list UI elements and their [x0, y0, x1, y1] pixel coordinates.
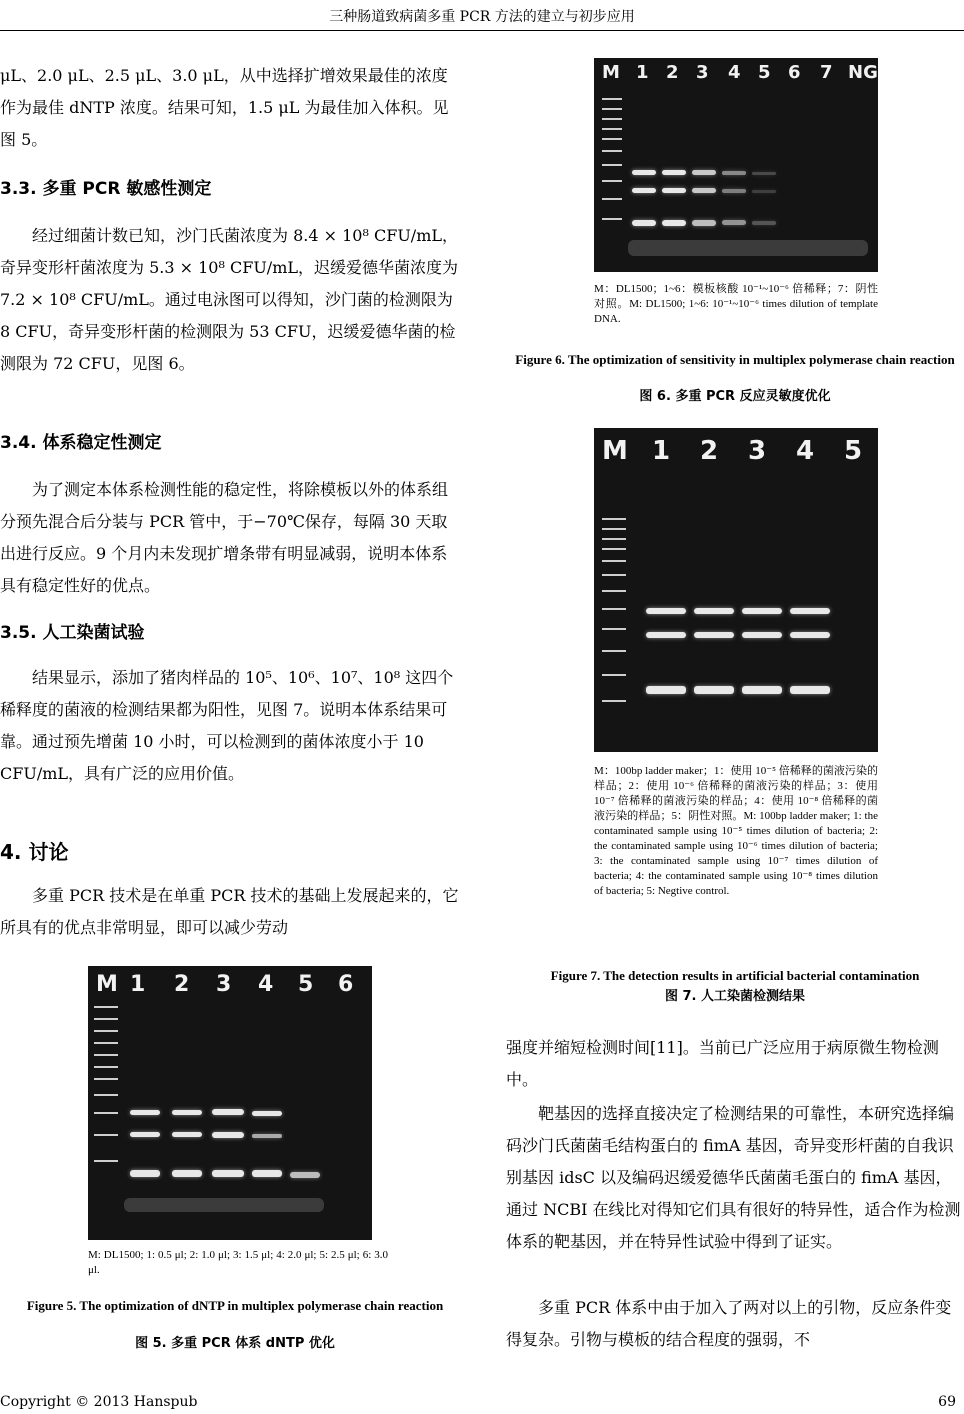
figure-7-caption-en: Figure 7. The detection results in artificial bacterial contamination: [550, 968, 920, 983]
gel-band: [790, 632, 830, 638]
ladder-band: [602, 560, 626, 562]
gel-band: [252, 1170, 282, 1177]
lane-label-4: 4: [728, 62, 741, 83]
lane-label-1: 1: [652, 436, 671, 466]
lane-label-3: 3: [216, 972, 232, 997]
lane-label-m: M: [602, 62, 620, 83]
primer-dimer-haze: [124, 1198, 324, 1212]
lane-label-2: 2: [174, 972, 190, 997]
lane-label-m: M: [602, 436, 628, 466]
gel-band: [694, 686, 734, 694]
ladder-band: [602, 608, 626, 610]
ladder-band: [94, 1066, 118, 1068]
gel-band: [252, 1111, 282, 1116]
ladder-band: [602, 528, 626, 530]
ladder-band: [94, 1042, 118, 1044]
ladder-band: [602, 108, 622, 110]
section-3-3-title: 3.3. 多重 PCR 敏感性测定: [0, 179, 212, 199]
figure-7-caption-zh: 图 7. 人工染菌检测结果: [664, 989, 806, 1004]
gel-band: [646, 686, 686, 694]
gel-band: [632, 188, 656, 193]
lane-label-3: 3: [748, 436, 767, 466]
lane-label-ng: NG: [848, 62, 878, 83]
gel-band: [646, 632, 686, 638]
gel-band: [662, 220, 686, 226]
lane-label-1: 1: [130, 972, 146, 997]
gel-band: [752, 172, 776, 175]
figure-6-gel-image: [594, 58, 878, 272]
ladder-band: [602, 128, 622, 130]
ladder-band: [94, 1094, 118, 1096]
ladder-band: [94, 1160, 118, 1162]
ladder-band: [602, 218, 622, 220]
gel-band: [130, 1132, 160, 1137]
gel-band: [692, 220, 716, 226]
ladder-band: [602, 198, 622, 200]
header-rule: [0, 30, 964, 31]
lane-label-4: 4: [796, 436, 815, 466]
ladder-band: [602, 98, 622, 100]
gel-band: [692, 188, 716, 193]
figure-5-caption-en: Figure 5. The optimization of dNTP in multiplex polymerase chain reaction: [26, 1298, 444, 1313]
ladder-band: [602, 674, 626, 676]
ladder-band: [602, 574, 626, 576]
ladder-band: [94, 1112, 118, 1114]
ladder-band: [602, 538, 626, 540]
ladder-band: [94, 1054, 118, 1056]
gel-band: [172, 1110, 202, 1115]
ladder-band: [602, 650, 626, 652]
section-4-body: 多重 PCR 技术是在单重 PCR 技术的基础上发展起来的，它所具有的优点非常明显，即可以减少劳动: [0, 886, 459, 937]
ladder-band: [94, 1134, 118, 1136]
gel-band: [790, 686, 830, 694]
gel-band: [722, 171, 746, 175]
gel-band: [790, 608, 830, 614]
ladder-band: [602, 164, 622, 166]
section-3-5-body: 结果显示，添加了猪肉样品的 10⁵、10⁶、10⁷、10⁸ 这四个稀释度的菌液的检测结果都为阳性，见图 7。说明本体系结果可靠。通过预先增菌 10 小时，可以检测到的菌体浓度小于 10 CFU/mL，具有广泛的应用价值。: [0, 668, 454, 783]
gel-band: [694, 608, 734, 614]
footer-page-number: 69: [938, 1394, 956, 1410]
lane-label-5: 5: [844, 436, 863, 466]
lane-label-1: 1: [636, 62, 649, 83]
gel-band: [172, 1170, 202, 1177]
gel-band: [742, 632, 782, 638]
gel-band: [172, 1132, 202, 1137]
gel-band: [722, 189, 746, 193]
gel-band: [212, 1170, 244, 1177]
gel-band: [632, 170, 656, 175]
figure-7-gel-image: [594, 428, 878, 752]
gel-band: [752, 190, 776, 193]
ladder-band: [94, 1078, 118, 1080]
gel-band: [130, 1110, 160, 1115]
gel-band: [662, 188, 686, 193]
section-4-title: 4. 讨论: [0, 840, 69, 864]
paragraph-dntp: μL、2.0 μL、2.5 μL、3.0 μL，从中选择扩增效果最佳的浓度作为最佳 dNTP 浓度。结果可知，1.5 μL 为最佳加入体积。见图 5。: [0, 66, 449, 149]
ladder-band: [602, 700, 626, 702]
ladder-band: [602, 138, 622, 140]
section-3-5-title: 3.5. 人工染菌试验: [0, 623, 145, 643]
gel-band: [646, 608, 686, 614]
figure-5-caption-zh: 图 5. 多重 PCR 体系 dNTP 优化: [135, 1336, 335, 1351]
figure-6-caption-en: Figure 6. The optimization of sensitivity in multiplex polymerase chain reaction: [515, 352, 955, 367]
gel-band: [722, 220, 746, 225]
footer-copyright: Copyright © 2013 Hanspub: [0, 1394, 198, 1410]
gel-band: [212, 1109, 244, 1115]
lane-label-m: M: [96, 972, 118, 997]
discussion-paragraph-3: 多重 PCR 体系中由于加入了两对以上的引物，反应条件变得复杂。引物与模板的结合程度的强弱，不: [506, 1298, 952, 1349]
figure-6-caption-zh: 图 6. 多重 PCR 反应灵敏度优化: [639, 389, 831, 404]
lane-label-5: 5: [758, 62, 771, 83]
gel-band: [252, 1134, 282, 1138]
gel-band: [632, 220, 656, 226]
figure-6-note: M：DL1500；1~6：模板核酸 10⁻¹~10⁻⁶ 倍稀释；7：阴性对照。M: DL1500; 1~6: 10⁻¹~10⁻⁶ times dilution of template DNA.: [594, 283, 878, 325]
lane-label-2: 2: [700, 436, 719, 466]
lane-label-3: 3: [696, 62, 709, 83]
running-header: 三种肠道致病菌多重 PCR 方法的建立与初步应用: [329, 9, 635, 25]
ladder-band: [602, 518, 626, 520]
ladder-band: [602, 590, 626, 592]
figure-5-gel-image: [88, 966, 372, 1240]
discussion-paragraph-2: 靶基因的选择直接决定了检测结果的可靠性，本研究选择编码沙门氏菌菌毛结构蛋白的 fimA 基因，奇异变形杆菌的自我识别基因 idsC 以及编码迟缓爱德华氏菌菌毛蛋白的 fimA 基因，通过 NCBI 在线比对得知它们具有很好的特异性，适合作为检测体系的靶基因，并在特异性试验中得到了证实。: [506, 1104, 961, 1251]
primer-dimer-haze: [628, 240, 868, 256]
lane-label-7: 7: [820, 62, 833, 83]
gel-band: [694, 632, 734, 638]
ladder-band: [94, 1030, 118, 1032]
gel-band: [130, 1170, 160, 1177]
lane-label-6: 6: [338, 972, 354, 997]
gel-band: [742, 686, 782, 694]
ladder-band: [602, 150, 622, 152]
lane-label-2: 2: [666, 62, 679, 83]
section-3-3-body: 经过细菌计数已知，沙门氏菌浓度为 8.4 × 10⁸ CFU/mL，奇异变形杆菌浓度为 5.3 × 10⁸ CFU/mL，迟缓爱德华菌浓度为 7.2 × 10⁸ CFU/mL。通过电泳图可以得知，沙门菌的检测限为 8 CFU，奇异变形杆菌的检测限为 53 CFU，迟缓爱德华菌的检测限为 72 CFU，见图 6。: [0, 226, 458, 373]
gel-band: [662, 170, 686, 175]
ladder-band: [602, 628, 626, 630]
section-3-4-title: 3.4. 体系稳定性测定: [0, 433, 162, 453]
discussion-paragraph-1: 强度并缩短检测时间[11]。当前已广泛应用于病原微生物检测中。: [506, 1038, 939, 1089]
lane-label-4: 4: [258, 972, 274, 997]
gel-band: [752, 221, 776, 225]
figure-5-note: M: DL1500; 1: 0.5 μl; 2: 1.0 μl; 3: 1.5 μl; 4: 2.0 μl; 5: 2.5 μl; 6: 3.0 μl.: [88, 1249, 388, 1276]
gel-band: [212, 1132, 244, 1138]
ladder-band: [602, 548, 626, 550]
gel-band: [692, 170, 716, 175]
ladder-band: [602, 118, 622, 120]
lane-label-6: 6: [788, 62, 801, 83]
ladder-band: [94, 1006, 118, 1008]
figure-7-note: M：100bp ladder maker；1：使用 10⁻⁵ 倍稀释的菌液污染的样品；2：使用 10⁻⁶ 倍稀释的菌液污染的样品；3：使用 10⁻⁷ 倍稀释的菌液污染的样品；4：使用 10⁻⁸ 倍稀释的菌液污染的样品；5：阴性对照。M: 100bp ladder maker; 1: the contaminated sample using 10⁻⁵ times dilution of bacteria; 2: the contaminated sample using 10⁻⁶ times dilution of bacteria; 3: the contaminated sample using 10⁻⁷ times dilution of bacteria; 4: the contaminated sample using 10⁻⁸ times dilution of bacteria; 5: Negtive control.: [594, 765, 878, 897]
lane-label-5: 5: [298, 972, 314, 997]
ladder-band: [94, 1018, 118, 1020]
ladder-band: [602, 180, 622, 182]
section-3-4-body: 为了测定本体系检测性能的稳定性，将除模板以外的体系组分预先混合后分装与 PCR 管中，于−70℃保存，每隔 30 天取出进行反应。9 个月内未发现扩增条带有明显减弱，说明本体系具有稳定性好的优点。: [0, 480, 449, 595]
gel-band: [290, 1172, 320, 1178]
gel-band: [742, 608, 782, 614]
